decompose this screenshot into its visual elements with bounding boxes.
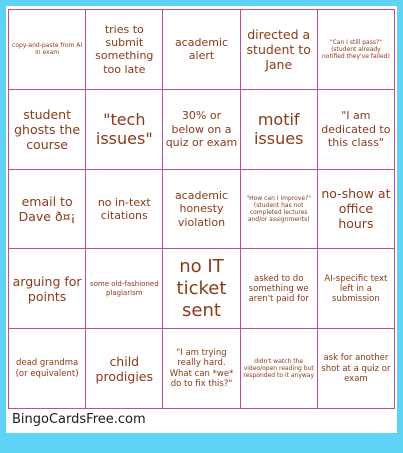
cell-text: "tech issues": [95, 110, 153, 149]
bingo-cell[interactable]: [86, 10, 163, 90]
bingo-cell[interactable]: [241, 10, 318, 90]
bingo-cell[interactable]: [9, 329, 86, 409]
cell-text: asked to do something we aren't paid for: [248, 273, 309, 304]
cell-text: student ghosts the course: [14, 106, 81, 152]
cell-text: academic alert: [174, 36, 229, 63]
bingo-cell[interactable]: [241, 329, 318, 409]
bingo-cell[interactable]: [9, 170, 86, 250]
bingo-cell[interactable]: [241, 249, 318, 329]
bingo-cell[interactable]: [86, 329, 163, 409]
bingo-cell[interactable]: [9, 10, 86, 90]
cell-text: "I am dedicated to this class": [321, 109, 391, 149]
site-footer-link[interactable]: BingoCardsFree.com: [12, 412, 146, 427]
cell-text: email to Dave ð¤¡: [18, 193, 76, 224]
cell-text: some old-fashioned plagiarism: [89, 280, 159, 297]
bingo-cell[interactable]: [9, 249, 86, 329]
bingo-cell[interactable]: [86, 90, 163, 170]
cell-text: AI-specific text left in a submission: [324, 273, 388, 304]
bingo-cell[interactable]: [163, 170, 240, 250]
cell-text: ask for another shot at a quiz or exam: [321, 353, 391, 384]
cell-text: dead grandma (or equivalent): [15, 358, 79, 379]
cell-text: tries to submit something too late: [95, 23, 154, 76]
cell-text: 30% or below on a quiz or exam: [165, 109, 238, 149]
bingo-card: [6, 6, 397, 433]
bingo-cell[interactable]: [318, 90, 395, 170]
bingo-grid: [8, 9, 395, 409]
bingo-cell[interactable]: [318, 170, 395, 250]
cell-text: "I am trying really hard. What can *we* do to fix this?": [169, 348, 234, 389]
cell-text: academic honesty violation: [174, 189, 229, 229]
bingo-cell[interactable]: [163, 329, 240, 409]
bingo-cell[interactable]: [163, 249, 240, 329]
bingo-cell[interactable]: [241, 170, 318, 250]
bingo-cell[interactable]: [318, 329, 395, 409]
bingo-cell[interactable]: [163, 90, 240, 170]
bingo-cell[interactable]: [86, 170, 163, 250]
cell-text: child prodigies: [95, 353, 154, 384]
cell-text: "Can I still pass?" (student already notified they've failed): [321, 38, 390, 60]
cell-text: didn't watch the video/open reading but responded to it anyway: [243, 357, 315, 380]
cell-text: copy-and-paste from AI in exam: [12, 42, 83, 57]
cell-text: motif issues: [253, 110, 304, 149]
bingo-cell[interactable]: [241, 90, 318, 170]
cell-text: no-show at office hours: [321, 186, 391, 232]
bingo-cell[interactable]: [318, 249, 395, 329]
cell-text: no in-text citations: [97, 195, 151, 222]
bingo-cell[interactable]: [318, 10, 395, 90]
bingo-cell[interactable]: [86, 249, 163, 329]
cell-text: arguing for points: [12, 273, 82, 304]
cell-text: no IT ticket sent: [176, 256, 227, 321]
bingo-cell[interactable]: [9, 90, 86, 170]
cell-text: "How can I improve?" (student has not completed lectures and/or assignments): [246, 194, 312, 224]
cell-text: directed a student to Jane: [246, 26, 311, 72]
bingo-cell[interactable]: [163, 10, 240, 90]
